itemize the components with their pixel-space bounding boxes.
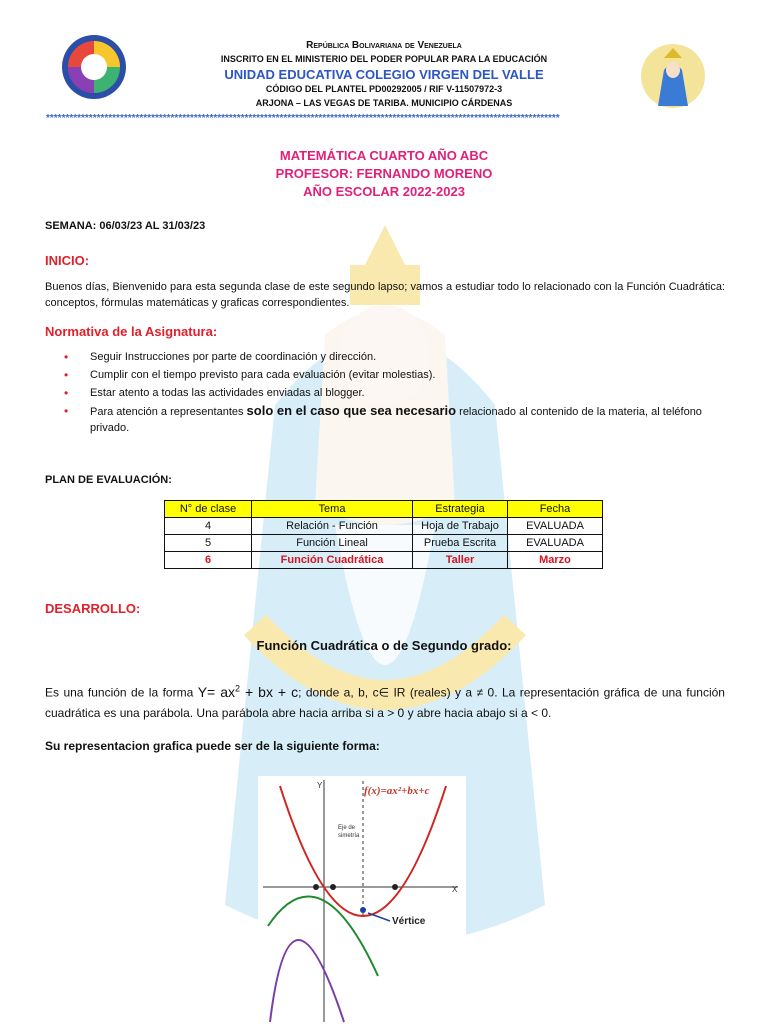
col-header: N° de clase — [165, 501, 252, 518]
definition-text: Es una función de la forma — [45, 685, 198, 700]
vertex-label: Vértice — [392, 916, 426, 927]
normativa-heading: Normativa de la Asignatura: — [45, 324, 218, 339]
header-republic: República Bolivariana de Venezuela — [306, 40, 462, 51]
list-item-emphasis: solo en el caso que sea necesario — [246, 403, 457, 418]
table-cell: EVALUADA — [508, 518, 603, 535]
plan-heading: PLAN DE EVALUACIÓN: — [45, 474, 172, 486]
col-header: Tema — [252, 501, 413, 518]
plan-table — [164, 500, 603, 569]
x-axis-label: X — [452, 885, 458, 894]
list-item-text: relacionado al contenido de la materia, al teléfono privado. — [90, 406, 702, 434]
table-cell: Función Lineal — [252, 535, 413, 552]
root-point — [313, 884, 319, 890]
parabola-formula: f(x)=ax²+bx+c — [364, 785, 430, 797]
table-cell: 4 — [165, 518, 252, 535]
definition-paragraph — [45, 678, 725, 723]
graph-intro: Su representacion grafica puede ser de la siguiente forma: — [45, 739, 380, 753]
table-cell: Prueba Escrita — [413, 535, 508, 552]
inicio-heading: INICIO: — [45, 253, 90, 268]
table-cell: Hoja de Trabajo — [413, 518, 508, 535]
list-item-text: Estar atento a todas las actividades enviadas al blogger. — [90, 387, 365, 399]
col-header: Fecha — [508, 501, 603, 518]
function-subtitle: Función Cuadrática o de Segundo grado: — [256, 638, 512, 653]
symmetry-label-line1: Eje de — [338, 825, 356, 831]
list-item-text: Seguir Instrucciones por parte de coordinación y dirección. — [90, 351, 377, 363]
list-item — [62, 385, 727, 401]
table-cell: Función Cuadrática — [252, 552, 413, 569]
header-address: ARJONA – LAS VEGAS DE TARIBA. MUNICIPIO CÁRDENAS — [255, 98, 513, 108]
parabola-graph — [258, 776, 466, 1024]
table-row — [165, 552, 603, 569]
subject-title: MATEMÁTICA CUARTO AÑO ABC — [279, 148, 489, 163]
definition-text: ; donde a, b, c∈ IR (reales) y a ≠ 0. La representación gráfica de una función cuadrática es una parábola. Una parábola abre hacia arriba si a > 0 y abre hacia abajo si a < 0. — [45, 685, 725, 720]
header-star-divider: ************************************************************************************************************************************ — [46, 113, 560, 124]
header-school-name: UNIDAD EDUCATIVA COLEGIO VIRGEN DEL VALLE — [224, 67, 544, 82]
root-point — [330, 884, 336, 890]
formula-text: $Y= ax^2$ + bx + c — [197, 683, 299, 700]
col-header: Estrategia — [413, 501, 508, 518]
table-cell: EVALUADA — [508, 535, 603, 552]
inicio-text: Buenos días, Bienvenido para esta segunda clase de este segundo lapso; vamos a estudiar todo lo relacionado con la Función Cuadrática: conceptos, fórmulas matemáticas y graficas correspondientes. — [45, 281, 725, 309]
table-cell: 6 — [165, 552, 252, 569]
y-axis-label: Y — [317, 781, 323, 790]
list-item-text: Para atención a representantes — [90, 406, 247, 418]
week-range: SEMANA: 06/03/23 AL 31/03/23 — [45, 220, 206, 232]
desarrollo-heading: DESARROLLO: — [45, 601, 141, 616]
list-item — [62, 349, 727, 365]
bullet-icon: • — [64, 368, 69, 382]
list-item — [62, 403, 727, 436]
school-year-title: AÑO ESCOLAR 2022-2023 — [303, 184, 465, 199]
symmetry-label-line2: simetría — [338, 833, 360, 839]
normativa-list — [62, 349, 727, 438]
table-header-row — [165, 501, 603, 518]
table-cell: Relación - Función — [252, 518, 413, 535]
table-cell: Taller — [413, 552, 508, 569]
bullet-icon: • — [64, 404, 69, 418]
list-item-text: Cumplir con el tiempo previsto para cada evaluación (evitar molestias). — [90, 369, 436, 381]
table-cell: 5 — [165, 535, 252, 552]
table-cell: Marzo — [508, 552, 603, 569]
bullet-icon: • — [64, 350, 69, 364]
teacher-title: PROFESOR: FERNANDO MORENO — [275, 166, 493, 181]
table-row — [165, 518, 603, 535]
list-item — [62, 367, 727, 383]
vertex-point — [360, 907, 366, 913]
bullet-icon: • — [64, 386, 69, 400]
header-ministry: INSCRITO EN EL MINISTERIO DEL PODER POPULAR PARA LA EDUCACIÓN — [220, 54, 548, 64]
table-row — [165, 535, 603, 552]
root-point — [392, 884, 398, 890]
header-plantel-code: CÓDIGO DEL PLANTEL PD00292005 / RIF V-11507972-3 — [265, 84, 503, 94]
